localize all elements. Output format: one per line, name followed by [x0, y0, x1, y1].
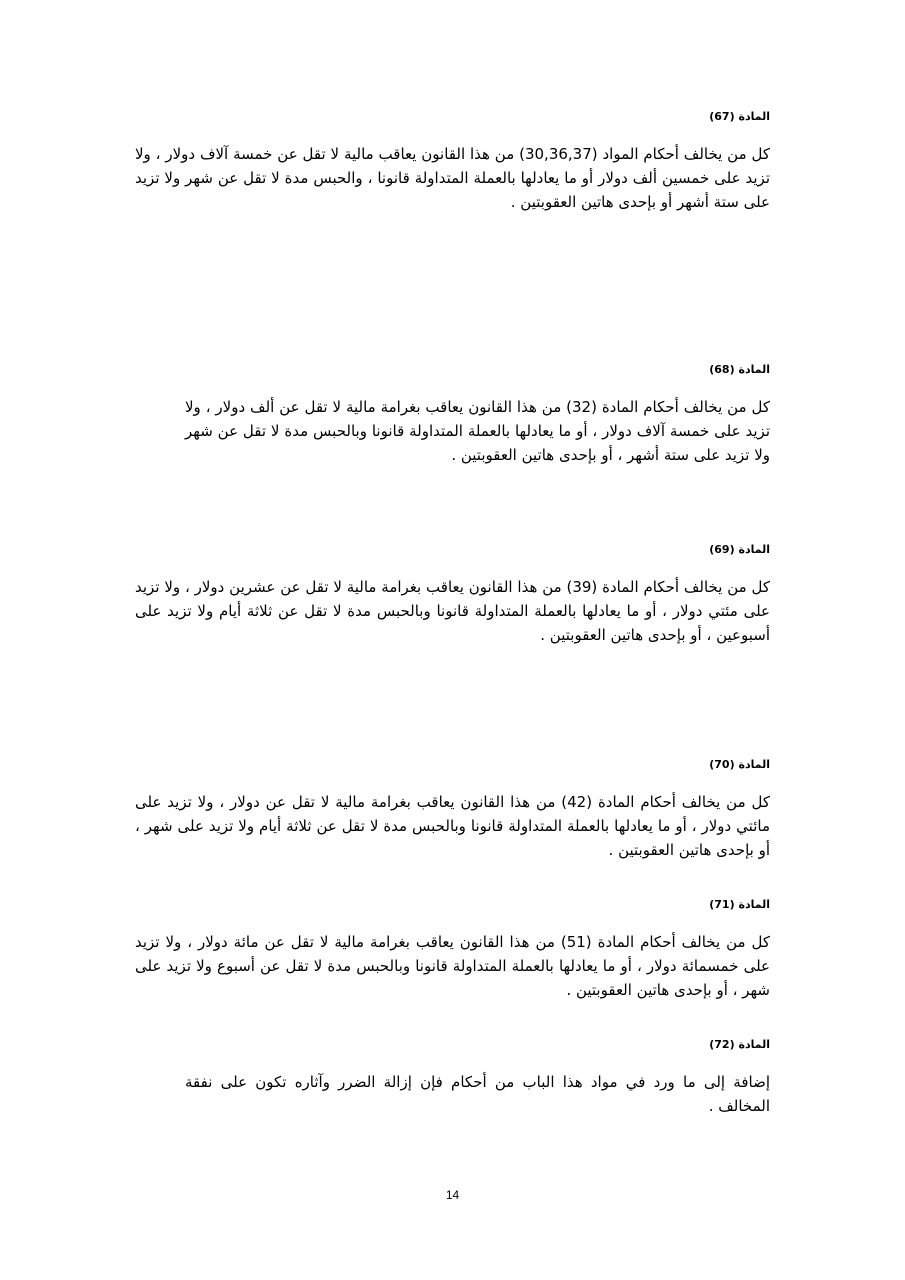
page-number: 14 — [445, 1188, 460, 1202]
article-text: كل من يخالف أحكام المادة (42) من هذا القانون يعاقب بغرامة مالية لا تقل عن دولار ، ولا تزيد على مائتي دولار ، أو ما يعادلها بالعملة المتداولة قانونا وبالحبس مدة لا تقل عن ثلاثة أيام ولا تزيد على شهر ، أو بإحدى هاتين العقوبتين . — [135, 793, 770, 859]
article-text: كل من يخالف أحكام المادة (39) من هذا القانون يعاقب بغرامة مالية لا تقل عن عشرين دولار ، ولا تزيد على مئتي دولار ، أو ما يعادلها بالعملة المتداولة قانونا وبالحبس مدة لا تقل عن ثلاثة أيام ولا تزيد على أسبوعين ، أو بإحدى هاتين العقوبتين . — [135, 578, 770, 644]
article-72 — [135, 1038, 770, 1118]
article-text: إضافة إلى ما ورد في مواد هذا الباب من أحكام فإن إزالة الضرر وآثاره تكون على نفقة المخالف . — [185, 1073, 770, 1115]
article-69 — [135, 543, 770, 647]
article-text: كل من يخالف أحكام المادة (51) من هذا القانون يعاقب بغرامة مالية لا تقل عن مائة دولار ، ولا تزيد على خمسمائة دولار ، أو ما يعادلها بالعملة المتداولة قانونا وبالحبس مدة لا تقل عن أسبوع ولا تزيد على شهر ، أو بإحدى هاتين العقوبتين . — [135, 933, 770, 999]
article-heading: المادة (67) — [709, 110, 770, 123]
article-67 — [135, 110, 770, 214]
article-heading: المادة (71) — [709, 898, 770, 911]
article-text: كل من يخالف أحكام المواد (30,36,37) من هذا القانون يعاقب مالية لا تقل عن خمسة آلاف دولار ، ولا تزيد على خمسين ألف دولار أو ما يعادلها بالعملة المتداولة قانونا ، والحبس مدة لا تقل عن شهر ولا تزيد على ستة أشهر أو بإحدى هاتين العقوبتين . — [135, 145, 770, 211]
article-heading: المادة (68) — [709, 363, 770, 376]
article-68 — [135, 363, 770, 467]
article-heading: المادة (70) — [709, 758, 770, 771]
article-heading: المادة (72) — [709, 1038, 770, 1051]
article-71 — [135, 898, 770, 1002]
article-text: كل من يخالف أحكام المادة (32) من هذا القانون يعاقب بغرامة مالية لا تقل عن ألف دولار ، ولا تزيد على خمسة آلاف دولار ، أو ما يعادلها بالعملة المتداولة قانونا وبالحبس مدة لا تقل عن شهر ولا تزيد على ستة أشهر ، أو بإحدى هاتين العقوبتين . — [185, 398, 770, 464]
article-heading: المادة (69) — [709, 543, 770, 556]
article-70 — [135, 758, 770, 862]
